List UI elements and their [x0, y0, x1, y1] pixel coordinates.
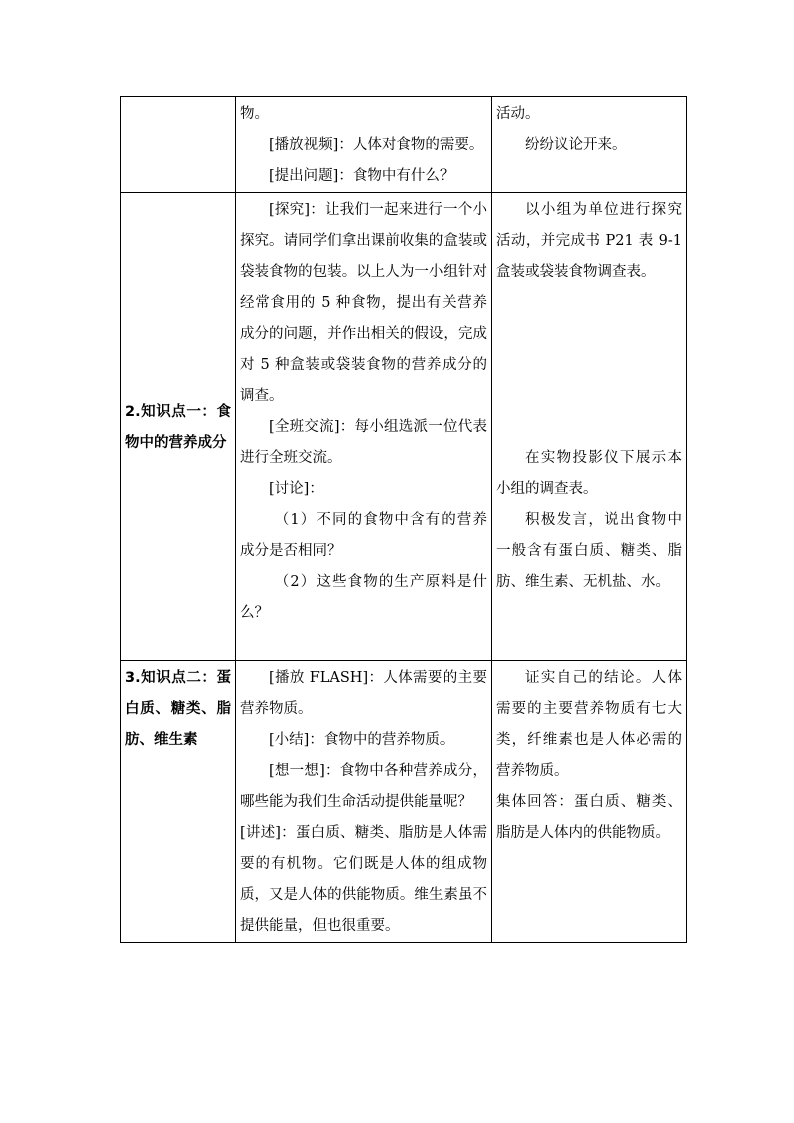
- section-title: 2.知识点一：食物中的营养成分: [125, 403, 231, 451]
- teacher-text: [小结]：食物中的营养物质。: [269, 732, 455, 748]
- table-row: [121, 97, 687, 193]
- teacher-text: [播放 FLASH]：人体需要的主要营养物质。: [240, 670, 487, 717]
- teacher-text: [想一想]：食物中各种营养成分，哪些能为我们生命活动提供能量呢？: [240, 763, 487, 810]
- teacher-text: [讨论]：: [269, 481, 324, 497]
- teacher-activity-cell: [236, 97, 492, 193]
- student-text: 纷纷议论开来。: [525, 137, 627, 153]
- teacher-text: [播放视频]：人体对食物的需要。: [269, 137, 484, 153]
- teacher-text: [全班交流]：每小组选派一位代表进行全班交流。: [240, 419, 487, 466]
- teacher-activity-cell: [236, 193, 492, 661]
- section-title: 3.知识点二：蛋白质、糖类、脂肪、维生素: [125, 670, 231, 748]
- teacher-text: 物。: [240, 106, 269, 122]
- student-text: 积极发言，说出食物中一般含有蛋白质、糖类、脂肪、维生素、无机盐、水。: [496, 512, 682, 590]
- spacer: [240, 629, 487, 660]
- student-activity-cell: [492, 661, 687, 943]
- table-row: [121, 193, 687, 661]
- teacher-text: （1）不同的食物中含有的营养成分是否相同？: [240, 512, 487, 559]
- student-text: 以小组为单位进行探究活动，并完成书 P21 表 9-1盒装或袋装食物调查表。: [496, 202, 682, 280]
- student-activity-cell: [492, 193, 687, 661]
- lesson-plan-table: [120, 96, 687, 943]
- student-text: 集体回答：蛋白质、糖类、脂肪是人体内的供能物质。: [496, 794, 682, 841]
- section-cell: [121, 97, 236, 193]
- teacher-text: （2）这些食物的生产原料是什么？: [240, 574, 487, 621]
- spacer: [496, 288, 682, 443]
- teacher-text: [探究]：让我们一起来进行一个小探究。请同学们拿出课前收集的盒装或袋装食物的包装。以上人为一小组针对经常食用的 5 种食物，提出有关营养成分的问题，并作出相关的假设，完成对 5 种盒装或袋装食物的营养成分的调查。: [240, 202, 487, 404]
- section-cell: [121, 193, 236, 661]
- student-activity-cell: [492, 97, 687, 193]
- student-text: 活动。: [496, 106, 540, 122]
- table-row: [121, 661, 687, 943]
- student-text: 证实自己的结论。人体需要的主要营养物质有七大类，纤维素也是人体必需的营养物质。: [496, 670, 682, 779]
- teacher-text: [提出问题]：食物中有什么？: [269, 168, 455, 184]
- teacher-activity-cell: [236, 661, 492, 943]
- teacher-text: [讲述]：蛋白质、糖类、脂肪是人体需要的有机物。它们既是人体的组成物质，又是人体的供能物质。维生素虽不提供能量，但也很重要。: [240, 825, 487, 934]
- student-text: 在实物投影仪下展示本小组的调查表。: [496, 450, 682, 497]
- section-cell: [121, 661, 236, 943]
